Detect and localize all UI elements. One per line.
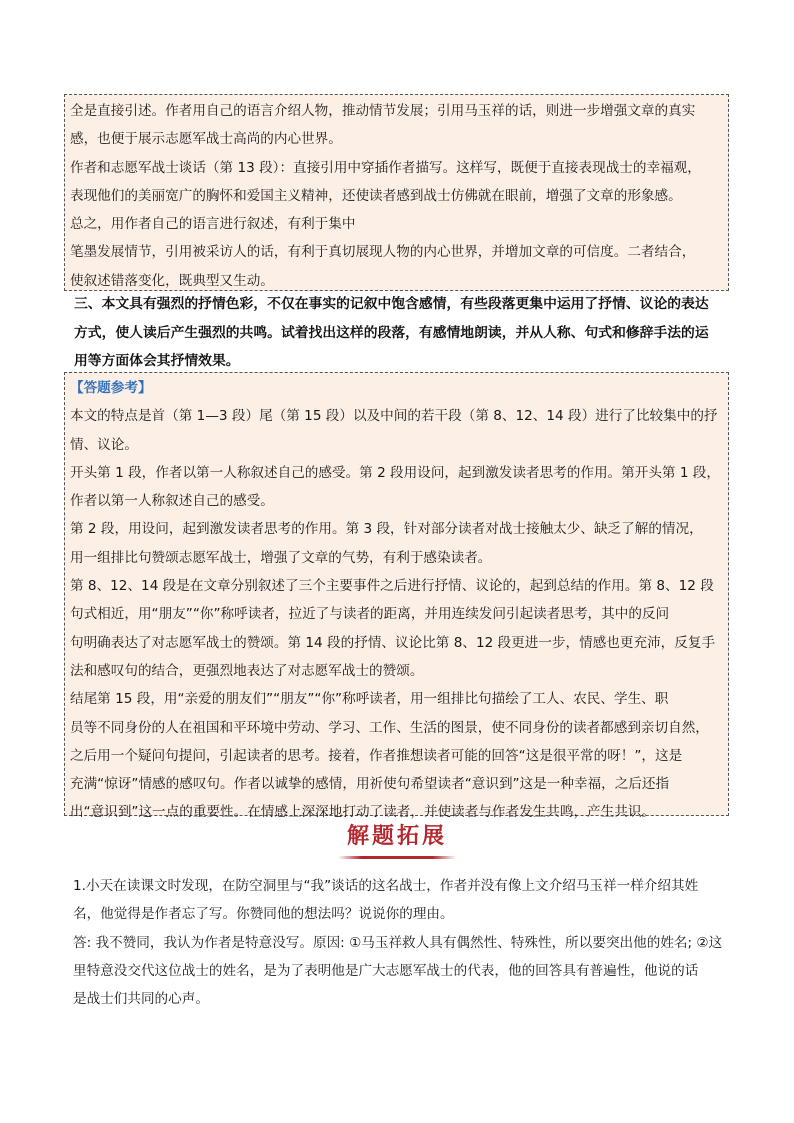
text-line: 是战士们共同的心声。 <box>73 991 209 1008</box>
text-line: 句明确表达了对志愿军战士的赞颂。第 14 段的抒情、议论比第 8、12 段更进一步，情感也更充沛，反复手 <box>70 634 716 651</box>
question-line: 方式，使人读后产生强烈的共鸣。试着找出这样的段落，有感情地朗读，并从人称、句式和修辞手法的运 <box>74 324 709 341</box>
text-line: 句式相近，用“朋友”“你”称呼读者，拉近了与读者的距离，并用连续发问引起读者思考，其中的反问 <box>70 606 670 623</box>
question-line: 用等方面体会其抒情效果。 <box>74 353 240 369</box>
question-line: 三、本文具有强烈的抒情色彩，不仅在事实的记叙中饱含感情，有些段落更集中运用了抒情、议论的表达 <box>74 296 709 312</box>
section-title-text: 解题拓展 <box>346 823 447 849</box>
answer-reference-box <box>64 372 729 821</box>
question-3 <box>74 290 724 376</box>
text-line: 之后用一个疑问句提问，引起读者的思考。接着，作者推想读者可能的回答“这是很平常的呀！”，这是 <box>70 747 683 764</box>
text-line: 1.小天在读课文时发现，在防空洞里与“我”谈话的这名战士，作者并没有像上文介绍马玉祥一样介绍其姓 <box>73 878 699 894</box>
text-line: 出“意识到”这一点的重要性。在情感上深深地打动了读者，并使读者与作者发生共鸣，产生共识。 <box>70 804 656 821</box>
answer-reference-tag: 【答题参考】 <box>70 380 152 396</box>
text-line: 本文的特点是首（第 1—3 段）尾（第 15 段）以及中间的若干段（第 8、12、14 段）进行了比较集中的抒 <box>70 408 718 425</box>
text-line: 全是直接引述。作者用自己的语言介绍人物，推动情节发展；引用马玉祥的话，则进一步增强文章的真实 <box>70 103 696 119</box>
text-line: 笔墨发展情节，引用被采访人的话，有利于真切展现人物的内心世界，并增加文章的可信度。二者结合， <box>70 244 696 261</box>
answer-box-continued <box>64 94 729 291</box>
text-line: 用一组排比句赞颂志愿军战士，增强了文章的气势，有利于感染读者。 <box>70 549 492 566</box>
text-line: 名，他觉得是作者忘了写。你赞同他的想法吗？说说你的理由。 <box>73 906 454 923</box>
text-line: 答: 我不赞同，我认为作者是特意没写。原因: ①马玉祥救人具有偶然性、特殊性，所以要突出他的姓名; ②这 <box>73 934 723 951</box>
text-line: 里特意没交代这位战士的姓名，是为了表明他是广大志愿军战士的代表，他的回答具有普遍性，他说的话 <box>73 962 699 979</box>
text-line: 开头第 1 段，作者以第一人称叙述自己的感受。第 2 段用设问，起到激发读者思考的作用。第开头第 1 段， <box>70 464 720 481</box>
text-line: 第 8、12、14 段是在文章分别叙述了三个主要事件之后进行抒情、议论的，起到总结的作用。第 8、12 段 <box>70 578 714 595</box>
text-line: 第 2 段，用设问，起到激发读者思考的作用。第 3 段，针对部分读者对战士接触太少、缺乏了解的情况， <box>70 521 703 538</box>
text-line: 充满“惊讶”情感的感叹句。作者以诚挚的感情，用祈使句希望读者“意识到”这是一种幸福，之后还指 <box>70 776 670 793</box>
text-line: 情、议论。 <box>70 436 138 453</box>
text-line: 总之，用作者自己的语言进行叙述，有利于集中 <box>70 216 356 233</box>
title-underline <box>338 856 456 859</box>
text-line: 员等不同身份的人在祖国和平环境中劳动、学习、工作、生活的图景，使不同身份的读者都感到亲切自然， <box>70 719 709 736</box>
text-line: 表现他们的美丽宽广的胸怀和爱国主义精神，还使读者感到战士仿佛就在眼前，增强了文章的形象感。 <box>70 187 682 204</box>
text-line: 作者以第一人称叙述自己的感受。 <box>70 493 274 510</box>
extension-question <box>73 872 733 1013</box>
text-line: 结尾第 15 段，用“亲爱的朋友们”“朋友”“你”称呼读者，用一组排比句描绘了工人、农民、学生、职 <box>70 691 669 708</box>
text-line: 法和感叹句的结合，更强烈地表达了对志愿军战士的赞颂。 <box>70 662 424 679</box>
text-line: 使叙述错落变化，既典型又生动。 <box>70 272 274 289</box>
section-title-extension <box>330 818 464 864</box>
text-line: 作者和志愿军战士谈话（第 13 段）：直接引用中穿插作者描写。这样写，既便于直接表现战士的幸福观， <box>70 159 701 176</box>
text-line: 感，也便于展示志愿军战士高尚的内心世界。 <box>70 131 342 148</box>
